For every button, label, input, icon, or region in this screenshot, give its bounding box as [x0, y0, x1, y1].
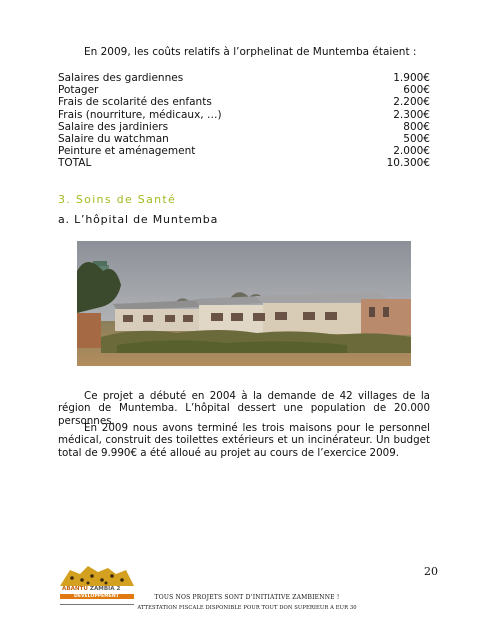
paragraph-text: Ce projet a débuté en 2004 à la demande de 42 villages de la région de Muntemba. L’hôpital dessert une population de 20.000 personnes.: [58, 390, 430, 427]
cost-amount: 2.300€: [393, 108, 430, 121]
logo-brand: ABANTU: [62, 586, 88, 592]
cost-amount: 1.900€: [393, 72, 430, 84]
logo-brand-line: [62, 586, 120, 592]
cost-label: Peinture et aménagement: [58, 145, 196, 158]
cost-label: Frais de scolarité des enfants: [58, 96, 212, 109]
paragraph-hospital-2009: [58, 422, 430, 459]
cost-total-label: TOTAL: [58, 157, 92, 170]
logo-country: ZAMBIA: [89, 586, 115, 592]
subsection-title: a. L’hôpital de Muntemba: [58, 213, 219, 226]
cost-total-row: [58, 157, 430, 169]
cost-label: Frais (nourriture, médicaux, …): [58, 108, 222, 121]
cost-amount: 2.000€: [393, 145, 430, 158]
cost-list: [58, 72, 430, 170]
cost-row: [58, 84, 430, 96]
cost-amount: 2.200€: [393, 96, 430, 109]
footer-line-1: TOUS NOS PROJETS SONT D’INITIATIVE ZAMBIENNE !: [154, 594, 340, 601]
cost-label: Salaires des gardiennes: [58, 72, 184, 84]
cost-row: [58, 72, 430, 84]
page-number: 20: [424, 565, 438, 578]
cost-amount: 500€: [403, 133, 430, 146]
cost-row: [58, 121, 430, 133]
cost-row: [58, 145, 430, 157]
cost-row: [58, 133, 430, 145]
cost-label: Potager: [58, 84, 99, 97]
cost-row: [58, 96, 430, 108]
paragraph-text: En 2009 nous avons terminé les trois maisons pour le personnel médical, construit des toilettes extérieurs et un incinérateur. Un budget total de 9.990€ a été alloué au projet au cours de l’exercice 2009.: [58, 422, 430, 459]
section-title: 3. Soins de Santé: [58, 193, 177, 206]
cost-amount: 800€: [403, 120, 430, 133]
intro-text: En 2009, les coûts relatifs à l’orphelinat de Muntemba étaient :: [84, 46, 417, 58]
cost-amount: 600€: [403, 84, 430, 97]
footer-line-2: ATTESTATION FISCALE DISPONIBLE POUR TOUT DON SUPERIEUR A EUR 30: [137, 605, 357, 611]
hospital-photo-image: [77, 241, 411, 366]
cost-label: Salaire du watchman: [58, 133, 169, 146]
cost-total-amount: 10.300€: [386, 157, 430, 170]
cost-row: [58, 109, 430, 121]
logo-tagline: DEVELOPPEMENT: [74, 594, 119, 599]
logo-number: 2: [116, 586, 121, 592]
cost-label: Salaire des jardiniers: [58, 120, 169, 133]
hospital-photo: [77, 241, 411, 366]
